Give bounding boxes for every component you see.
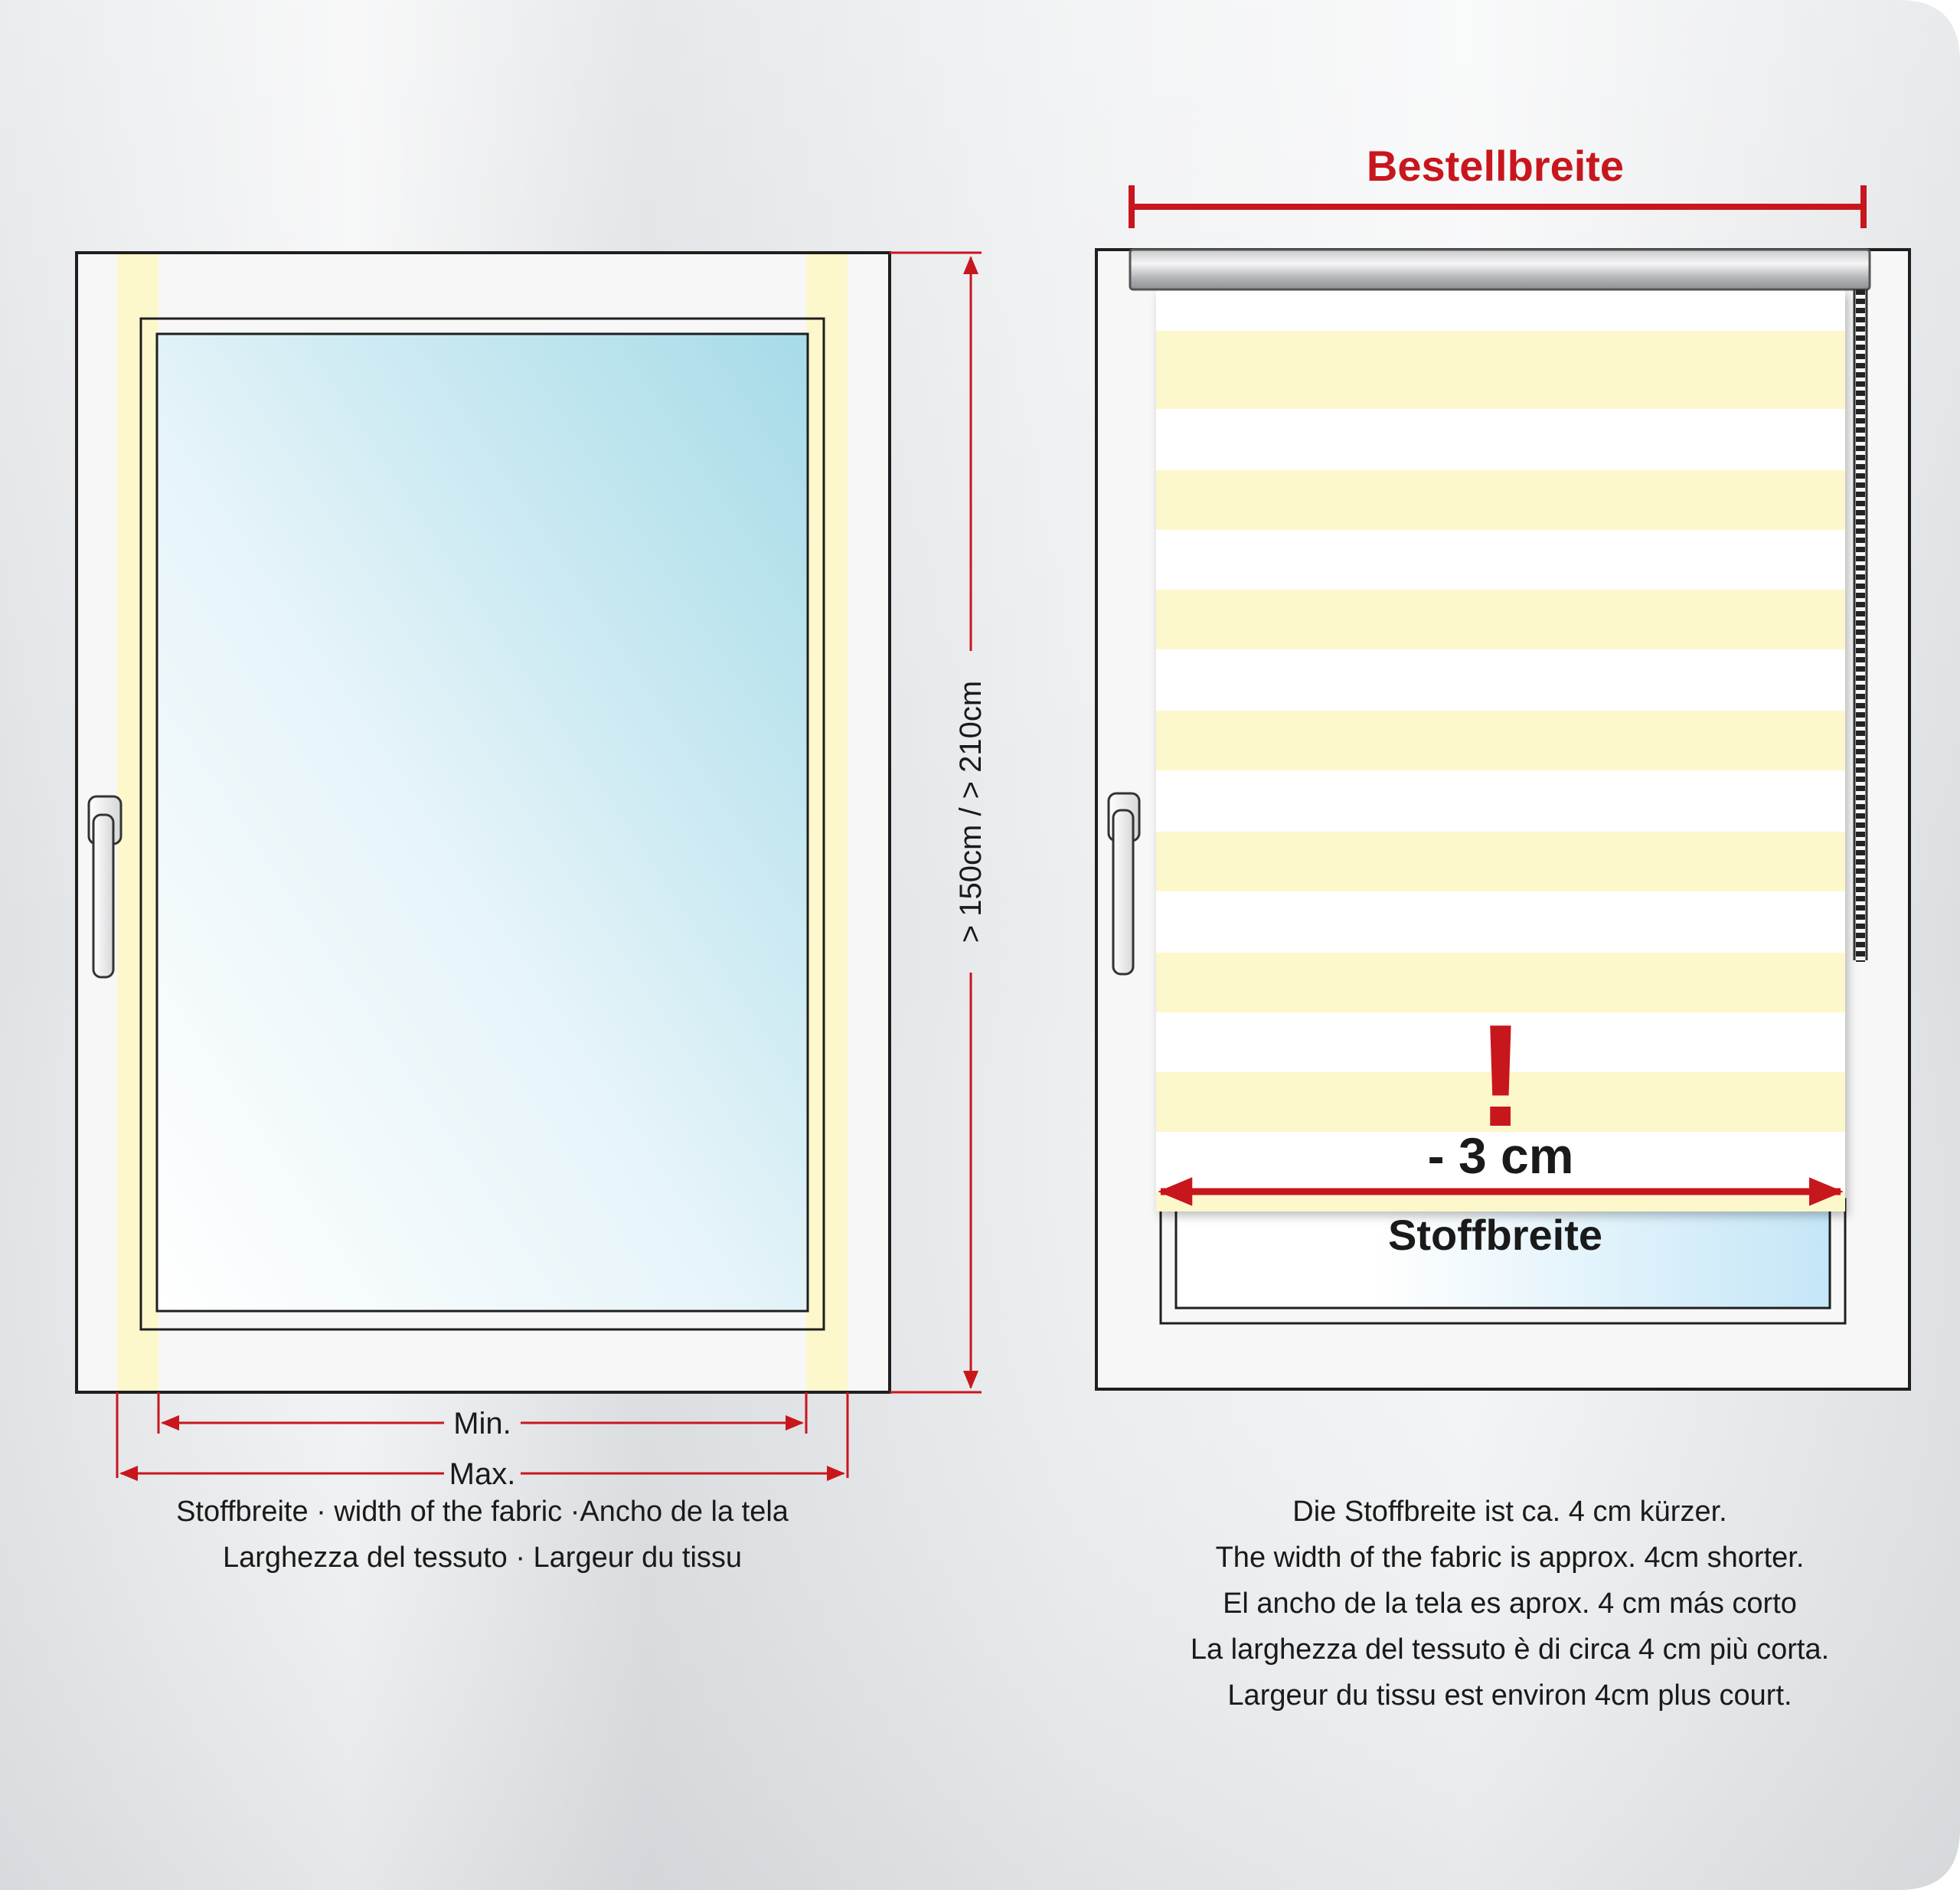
left-caption-line: Larghezza del tessuto · Largeur du tissu	[222, 1542, 743, 1574]
roller-tube	[1130, 250, 1870, 289]
left-window	[77, 253, 890, 1392]
right-caption	[1127, 1489, 1893, 1718]
left-glass	[157, 334, 808, 1311]
warning-mark: !	[1476, 995, 1525, 1157]
fabric-width-label: Stoffbreite	[1388, 1211, 1602, 1259]
left-fabric-strip-left	[117, 254, 158, 1391]
fabric-stripe	[1156, 470, 1845, 530]
left-caption	[100, 1489, 865, 1581]
left-caption-line: Stoffbreite · width of the fabric ·Ancho de la tela	[176, 1496, 789, 1528]
height-label: > 150cm / > 210cm	[954, 680, 988, 943]
fabric-stripe	[1156, 832, 1845, 891]
min-label: Min.	[453, 1407, 511, 1440]
right-caption-line: Largeur du tissu est environ 4cm plus court.	[1227, 1679, 1792, 1712]
right-caption-line: Die Stoffbreite ist ca. 4 cm kürzer.	[1292, 1496, 1727, 1528]
max-label: Max.	[449, 1457, 516, 1491]
right-caption-line: La larghezza del tessuto è di circa 4 cm più corta.	[1190, 1633, 1830, 1666]
fabric-stripe	[1156, 331, 1845, 409]
right-caption-line: The width of the fabric is approx. 4cm shorter.	[1215, 1542, 1805, 1574]
left-fabric-strip-right	[806, 254, 848, 1391]
deduction-label: - 3 cm	[1427, 1127, 1574, 1184]
fabric-stripe	[1156, 711, 1845, 770]
fabric-stripe	[1156, 590, 1845, 649]
order-width-label: Bestellbreite	[1366, 142, 1625, 190]
right-caption-line: El ancho de la tela es aprox. 4 cm más corto	[1223, 1588, 1797, 1620]
